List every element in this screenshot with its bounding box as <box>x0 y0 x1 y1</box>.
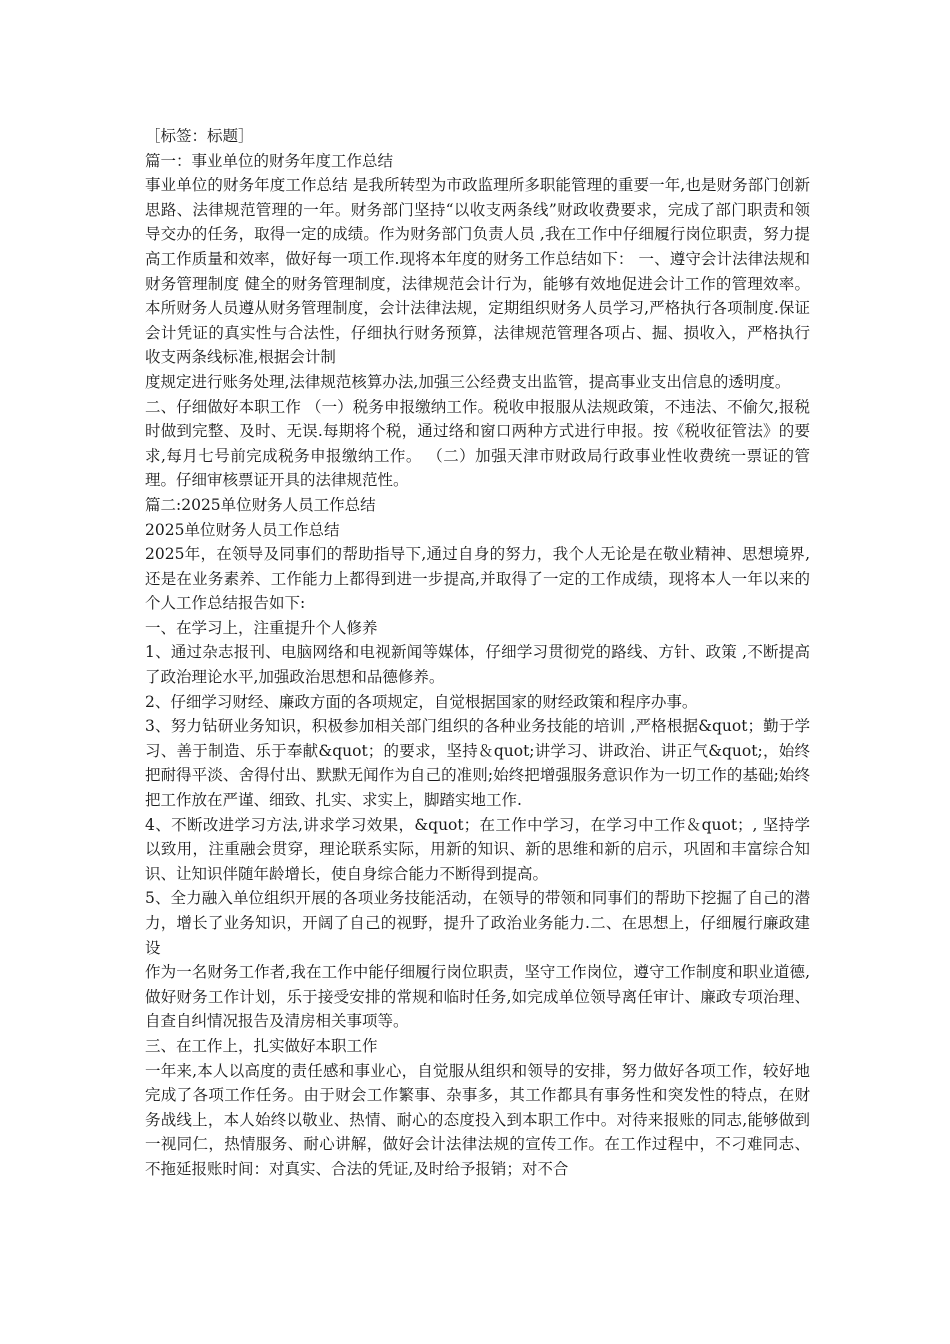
study-item-5: 5、全力融入单位组织开展的各项业务技能活动，在领导的带领和同事们的帮助下挖掘了自己的潜力，增长了业务知识，开阔了自己的视野，提升了政治业务能力.二、在思想上，仔细履行廉政建设 <box>145 889 810 957</box>
ideology-paragraph: 作为一名财务工作者,我在工作中能仔细履行岗位职责，坚守工作岗位，遵守工作制度和职业道德,做好财务工作计划，乐于接受安排的常规和临时任务,如完成单位领导离任审计、廉政专项治理、自查自纠情况报告及清房相关事项等。 <box>145 963 810 1031</box>
document-page <box>145 124 810 1182</box>
heading-study: 一、在学习上，注重提升个人修养 <box>145 618 378 637</box>
section-two-intro: 2025年，在领导及同事们的帮助指导下,通过自身的努力，我个人无论是在敬业精神、思想境界,还是在业务素养、工作能力上都得到进一步提高,并取得了一定的工作成绩，现将本人一年以来的个人工作总结报告如下: <box>145 545 810 613</box>
study-item-4: 4、不断改进学习方法,讲求学习效果，&quot；在工作中学习，在学习中工作＆quot；, 坚持学以致用，注重融会贯穿，理论联系实际，用新的知识、新的思维和新的启示，巩固和丰富综合知识、让知识伴随年龄增长，使自身综合能力不断得到提高。 <box>145 815 810 883</box>
study-item-2: 2、仔细学习财经、廉政方面的各项规定，自觉根据国家的财经政策和程序办事。 <box>145 692 698 711</box>
section-two-title: 篇二:2025单位财务人员工作总结 <box>145 495 376 514</box>
section-two-subtitle: 2025单位财务人员工作总结 <box>145 520 340 539</box>
work-paragraph: 一年来,本人以高度的责任感和事业心，自觉服从组织和领导的安排，努力做好各项工作，较好地完成了各项工作任务。由于财会工作繁事、杂事多，其工作都具有事务性和突发性的特点，在财务战线上，本人始终以敬业、热情、耐心的态度投入到本职工作中。对待来报账的同志,能够做到一视同仁，热情服务、耐心讲解，做好会计法律法规的宣传工作。在工作过程中，不刁难同志、不拖延报账时间：对真实、合法的凭证,及时给予报销；对不合 <box>145 1061 810 1178</box>
heading-work: 三、在工作上，扎实做好本职工作 <box>145 1036 378 1055</box>
section-one-paragraph-3: 二、仔细做好本职工作 （一）税务申报缴纳工作。税收申报服从法规政策，不违法、不偷欠,报税时做到完整、及时、无误.每期将个税，通过络和窗口两种方式进行申报。按《税收征管法》的要求,每月七号前完成税务申报缴纳工作。 （二）加强天津市财政局行政事业性收费统一票证的管理。仔细审核票证开具的法律规范性。 <box>145 397 810 490</box>
section-one-title: 篇一：事业单位的财务年度工作总结 <box>145 151 394 170</box>
study-item-1: 1、通过杂志报刊、电脑网络和电视新闻等媒体，仔细学习贯彻党的路线、方针、政策 ,不断提高了政治理论水平,加强政治思想和品德修养。 <box>145 643 810 687</box>
section-one-paragraph-2: 度规定进行账务处理,法律规范核算办法,加强三公经费支出监管，提高事业支出信息的透明度。 <box>145 372 791 391</box>
doc-tag-line: ［标签：标题］ <box>145 127 254 145</box>
study-item-3: 3、努力钻研业务知识，积极参加相关部门组织的各种业务技能的培训 ,严格根据&quot；勤于学习、善于制造、乐于奉献&quot；的要求，坚持＆quot;讲学习、讲政治、讲正气&quot;，始终把耐得平淡、舍得付出、默默无闻作为自己的准则;始终把增强服务意识作为一切工作的基础;始终把工作放在严谨、细致、扎实、求实上，脚踏实地工作. <box>145 717 810 810</box>
section-one-paragraph-1: 事业单位的财务年度工作总结 是我所转型为市政监理所多职能管理的重要一年,也是财务部门创新思路、法律规范管理的一年。财务部门坚持“以收支两条线”财政收费要求，完成了部门职责和领导交办的任务，取得一定的成绩。作为财务部门负责人员 ,我在工作中仔细履行岗位职责，努力提高工作质量和效率，做好每一项工作.现将本年度的财务工作总结如下： 一、遵守会计法律法规和财务管理制度 健全的财务管理制度，法律规范会计行为，能够有效地促进会计工作的管理效率。本所财务人员遵从财务管理制度，会计法律法规，定期组织财务人员学习,严格执行各项制度.保证会计凭证的真实性与合法性，仔细执行财务预算，法律规范管理各项占、掘、损收入，严格执行收支两条线标准,根据会计制 <box>145 176 810 367</box>
